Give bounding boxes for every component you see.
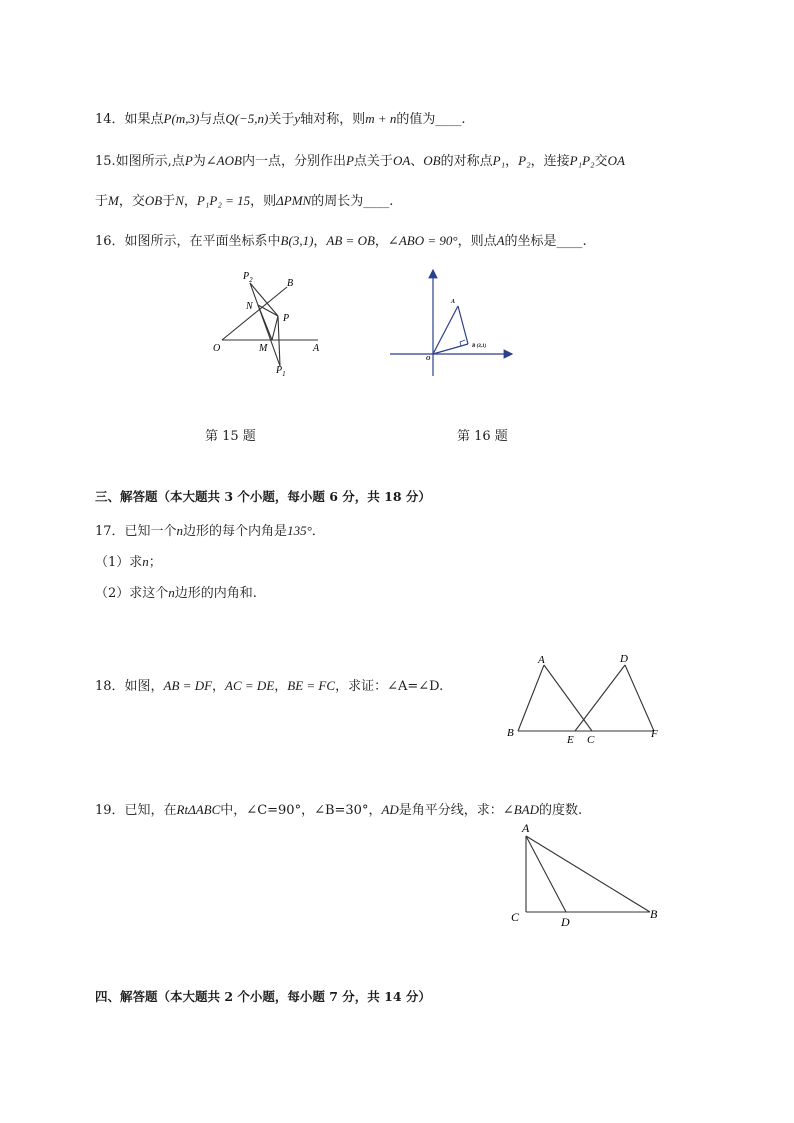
- segment-de: [575, 665, 625, 731]
- q15-text: ，连接: [530, 154, 570, 169]
- q15-var: P: [345, 153, 354, 168]
- q14-point-q: Q(−5,n): [225, 111, 269, 126]
- q17-text: （2）求这个: [95, 586, 169, 601]
- q15-var: OA: [392, 153, 411, 168]
- question-18: [95, 675, 443, 694]
- q14-text: 与点: [199, 112, 226, 127]
- question-16: [95, 230, 587, 249]
- q16-text: ，则点: [457, 234, 497, 249]
- label-b: B: [287, 278, 294, 289]
- q15-var: P₂: [518, 153, 531, 168]
- q15-text: ，则: [250, 194, 277, 209]
- label-f: F: [651, 728, 658, 740]
- q16-var: A: [496, 233, 505, 248]
- label-c: C: [511, 910, 520, 924]
- q14-axis: y: [294, 111, 301, 126]
- label-a: A: [451, 299, 456, 305]
- q15-length: P₁P₂ = 15: [196, 193, 251, 208]
- q18-text: ，: [212, 679, 226, 694]
- q19-text: 19．已知，在: [95, 803, 177, 818]
- q15-text: 内一点，分别作出: [241, 154, 346, 169]
- q15-triangle: ΔPMN: [276, 193, 312, 208]
- q14-text: 关于: [268, 112, 295, 127]
- q18-eq: BE = FC: [287, 678, 336, 693]
- segment-df: [625, 665, 654, 731]
- label-b: B: [507, 727, 514, 739]
- figure-16: [385, 265, 525, 380]
- caption-fig16: 第 16 题: [457, 429, 508, 444]
- q16-eq: AB = OB: [326, 233, 375, 248]
- label-d: D: [620, 653, 628, 665]
- question-17-part1: [95, 551, 162, 570]
- q16-text: 的坐标是____.: [504, 234, 587, 249]
- section-4-title: 四、解答题（本大题共 2 个小题，每小题 7 分，共 14 分）: [95, 989, 431, 1004]
- q16-text: 16．如图所示，在平面坐标系中: [95, 234, 281, 249]
- segment-pp1: [278, 316, 280, 366]
- label-a: A: [313, 343, 320, 354]
- label-b: B: [650, 907, 658, 921]
- q16-text: ，: [313, 234, 327, 249]
- q15-var: P₁: [492, 153, 506, 168]
- label-a: A: [538, 654, 545, 666]
- label-d: D: [561, 915, 570, 928]
- segment-mp: [272, 316, 278, 340]
- q17-text: 边形的每个内角是: [183, 524, 288, 539]
- segment-oa: [433, 306, 458, 354]
- q17-text: （1）求: [95, 555, 143, 570]
- segment-nm: [258, 305, 272, 340]
- segment-ad: [526, 836, 566, 912]
- caption-fig15: 第 15 题: [205, 429, 256, 444]
- q15-var: OA: [607, 153, 625, 168]
- q17-var: n: [176, 523, 184, 538]
- q19-text: 是角平分线，求：: [398, 803, 503, 818]
- q16-eq: ∠ABO = 90°: [387, 233, 458, 248]
- q15-text: 、: [410, 154, 424, 169]
- segment-ab: [458, 306, 468, 344]
- section-3-title: 三、解答题（本大题共 3 个小题，每小题 6 分，共 18 分）: [95, 489, 431, 504]
- segment-ab: [518, 665, 544, 731]
- figure-15: [205, 265, 365, 390]
- label-e: E: [567, 734, 574, 745]
- question-14: [95, 108, 466, 127]
- question-17-part2: [95, 582, 257, 601]
- q15-text: 点关于: [353, 154, 393, 169]
- label-p1: $P_1$: [276, 365, 286, 378]
- label-o: O: [213, 343, 221, 354]
- q15-var: P: [184, 153, 193, 168]
- q18-text: ，求证：∠A=∠D.: [335, 679, 444, 694]
- q15-text: 交: [594, 154, 608, 169]
- q14-text: 的值为____.: [396, 112, 466, 127]
- q17-text: 边形的内角和.: [174, 586, 257, 601]
- q15-text: 的对称点: [440, 154, 493, 169]
- q15-text: ，: [505, 154, 519, 169]
- q18-text: ，: [274, 679, 288, 694]
- label-c: C: [587, 734, 595, 745]
- q15-text: 于: [95, 194, 109, 209]
- q15-var: OB: [423, 153, 441, 168]
- q17-text: ．: [311, 524, 325, 539]
- question-17: [95, 520, 325, 539]
- q19-text: 的度数.: [538, 803, 583, 818]
- label-o: O: [426, 356, 431, 362]
- q18-eq: AC = DE: [225, 678, 275, 693]
- q14-text: 14．如果点: [95, 112, 164, 127]
- q19-text: 中，∠C=90°，∠B=30°，: [220, 803, 382, 818]
- label-n: N: [246, 301, 253, 312]
- q15-text: 的周长为____.: [311, 194, 394, 209]
- q17-text: ；: [148, 555, 162, 570]
- segment-pp2: [250, 283, 278, 316]
- q16-text: ，: [374, 234, 388, 249]
- q17-var: n: [168, 585, 175, 600]
- q15-text: 于: [162, 194, 176, 209]
- q17-angle: 135°: [287, 523, 312, 538]
- figure-19: [505, 818, 665, 928]
- question-15-line1: [95, 150, 625, 169]
- q15-text: ，交: [118, 194, 145, 209]
- q16-point-b: B(3,1): [280, 233, 314, 248]
- label-p2: $P_2$: [243, 271, 253, 284]
- q15-angle: ∠AOB: [205, 153, 242, 168]
- q14-expr: m + n: [365, 111, 397, 126]
- q14-text: 轴对称，则: [300, 112, 366, 127]
- q18-text: 18．如图，: [95, 679, 164, 694]
- q15-var: OB: [144, 193, 163, 208]
- q15-var: N: [175, 193, 184, 208]
- question-19: [95, 799, 582, 818]
- q15-text: ，: [183, 194, 197, 209]
- label-a: A: [522, 821, 530, 835]
- q17-var: n: [142, 554, 149, 569]
- q19-triangle: RtΔABC: [176, 802, 221, 817]
- figure-18: [500, 650, 670, 745]
- question-15-line2: [95, 190, 393, 209]
- q14-point-p: P(m,3): [163, 111, 200, 126]
- q15-var: M: [108, 193, 119, 208]
- segment-ab: [526, 836, 650, 912]
- label-b: B (3,1): [472, 344, 487, 349]
- segment-ob: [433, 344, 468, 354]
- q15-var: P₁P₂: [569, 153, 595, 168]
- segment-ac: [544, 665, 592, 731]
- q19-angle: ∠BAD: [502, 802, 539, 817]
- q15-text: 为: [192, 154, 206, 169]
- q19-var: AD: [381, 802, 399, 817]
- q15-text: 15.如图所示,点: [95, 154, 185, 169]
- q17-text: 17．已知一个: [95, 524, 177, 539]
- q18-eq: AB = DF: [163, 678, 213, 693]
- label-m: M: [259, 343, 268, 354]
- label-p: P: [283, 313, 290, 324]
